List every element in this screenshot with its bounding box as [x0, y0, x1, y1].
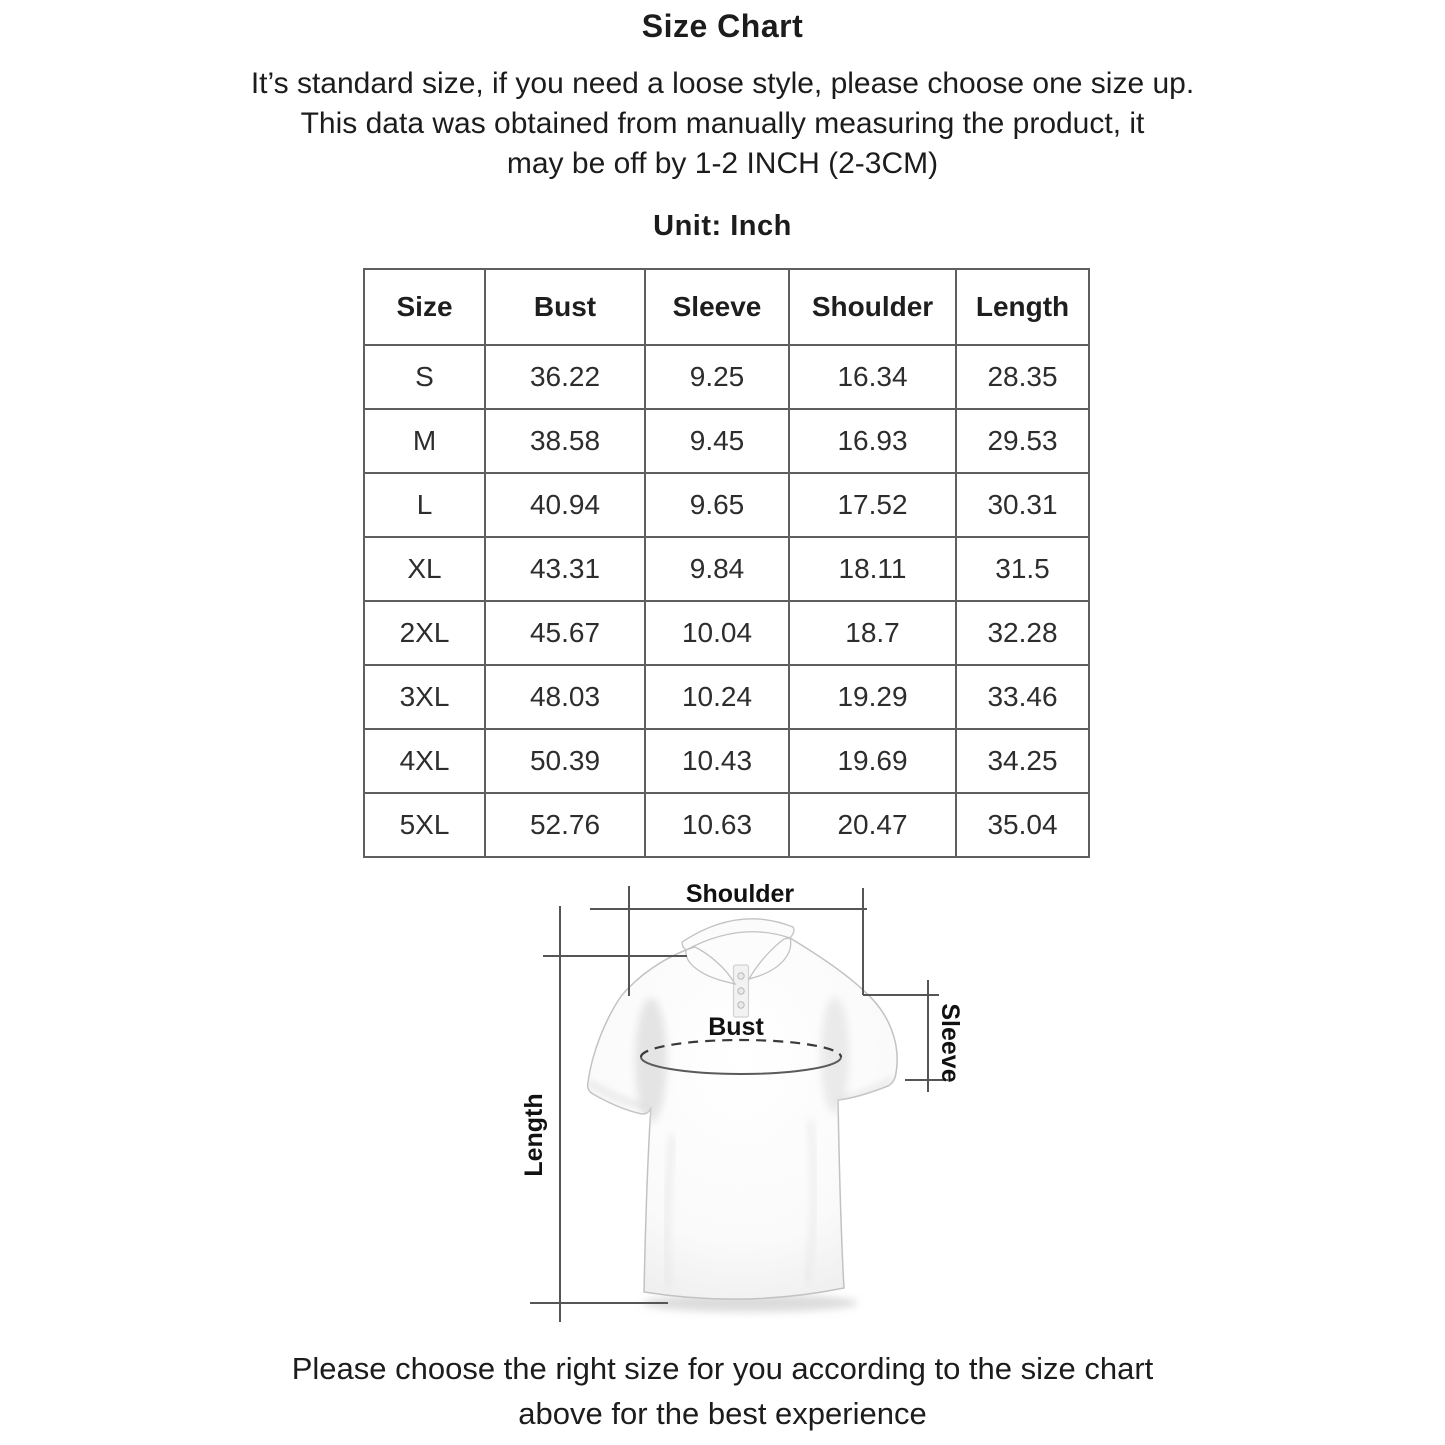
shoulder-label: Shoulder — [685, 880, 795, 908]
table-cell: 10.24 — [645, 665, 789, 729]
unit-label: Unit: Inch — [653, 210, 792, 242]
table-cell: 5XL — [364, 793, 485, 857]
table-cell: 34.25 — [956, 729, 1089, 793]
table-cell: 17.52 — [789, 473, 956, 537]
table-cell: 20.47 — [789, 793, 956, 857]
table-cell: 31.5 — [956, 537, 1089, 601]
table-cell: 19.29 — [789, 665, 956, 729]
footer-line-2: above for the best experience — [518, 1396, 927, 1431]
size-note-text — [0, 64, 1445, 184]
table-cell: 18.11 — [789, 537, 956, 601]
table-cell: 16.34 — [789, 345, 956, 409]
table-row — [364, 729, 1089, 793]
table-cell: 45.67 — [485, 601, 645, 665]
table-cell: 3XL — [364, 665, 485, 729]
table-row — [364, 665, 1089, 729]
size-table-header — [364, 269, 1089, 345]
sleeve-label: Sleeve — [936, 1003, 964, 1083]
table-cell: 4XL — [364, 729, 485, 793]
table-row — [364, 409, 1089, 473]
table-cell: 48.03 — [485, 665, 645, 729]
table-cell: 10.04 — [645, 601, 789, 665]
table-row — [364, 473, 1089, 537]
table-cell: 52.76 — [485, 793, 645, 857]
table-cell: S — [364, 345, 485, 409]
table-cell: 33.46 — [956, 665, 1089, 729]
table-cell: 32.28 — [956, 601, 1089, 665]
page-title: Size Chart — [641, 8, 804, 44]
table-cell: L — [364, 473, 485, 537]
size-note-line-1: It’s standard size, if you need a loose style, please choose one size up. — [250, 67, 1195, 100]
table-row — [364, 601, 1089, 665]
table-cell: 29.53 — [956, 409, 1089, 473]
table-cell: 28.35 — [956, 345, 1089, 409]
column-header-size: Size — [364, 269, 485, 345]
column-header-shoulder: Shoulder — [789, 269, 956, 345]
table-row — [364, 345, 1089, 409]
column-header-sleeve: Sleeve — [645, 269, 789, 345]
table-cell: 10.63 — [645, 793, 789, 857]
table-cell: XL — [364, 537, 485, 601]
size-table — [363, 268, 1090, 858]
table-cell: 2XL — [364, 601, 485, 665]
table-row — [364, 537, 1089, 601]
size-table-body — [364, 345, 1089, 857]
column-header-length: Length — [956, 269, 1089, 345]
table-cell: 9.45 — [645, 409, 789, 473]
column-header-bust: Bust — [485, 269, 645, 345]
table-cell: 9.25 — [645, 345, 789, 409]
table-cell: 38.58 — [485, 409, 645, 473]
table-cell: 40.94 — [485, 473, 645, 537]
table-cell: 50.39 — [485, 729, 645, 793]
measurement-diagram — [505, 855, 1025, 1335]
table-cell: 35.04 — [956, 793, 1089, 857]
footer-note — [0, 1346, 1445, 1436]
size-note-line-3: may be off by 1-2 INCH (2-3CM) — [506, 147, 939, 180]
table-cell: M — [364, 409, 485, 473]
table-row — [364, 793, 1089, 857]
footer-line-1: Please choose the right size for you according to the size chart — [291, 1351, 1154, 1386]
placket-button — [738, 973, 744, 979]
placket-button — [738, 988, 744, 994]
placket-button — [738, 1002, 744, 1008]
table-cell: 9.65 — [645, 473, 789, 537]
table-cell: 43.31 — [485, 537, 645, 601]
polo-shirt-diagram — [505, 855, 1025, 1335]
length-label: Length — [520, 1093, 548, 1177]
table-cell: 30.31 — [956, 473, 1089, 537]
table-cell: 36.22 — [485, 345, 645, 409]
table-cell: 10.43 — [645, 729, 789, 793]
table-cell: 18.7 — [789, 601, 956, 665]
size-note-line-2: This data was obtained from manually measuring the product, it — [300, 107, 1145, 140]
table-header-row — [364, 269, 1089, 345]
table-cell: 19.69 — [789, 729, 956, 793]
bust-label: Bust — [708, 1013, 764, 1041]
table-cell: 9.84 — [645, 537, 789, 601]
table-cell: 16.93 — [789, 409, 956, 473]
